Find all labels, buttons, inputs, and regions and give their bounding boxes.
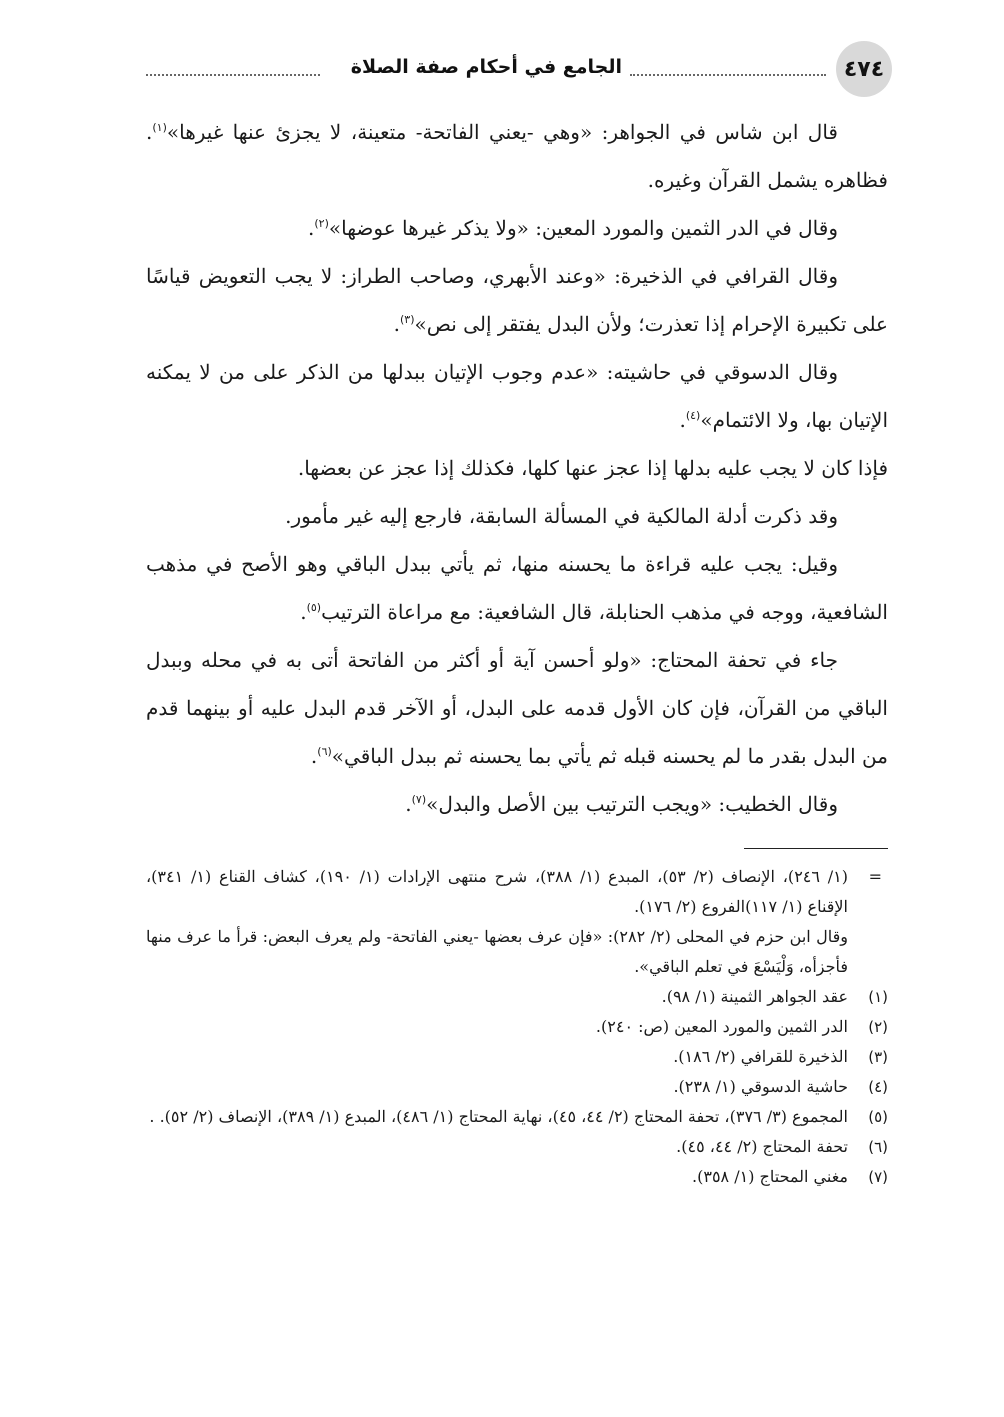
paragraph: وقال الخطيب: «ويجب الترتيب بين الأصل والبدل»$^{(٧)}$. <box>405 792 838 816</box>
footnote <box>146 982 888 1012</box>
page-number: ٤٧٤ <box>836 41 892 97</box>
footnotes <box>146 862 888 1192</box>
footnote-ref: (١) <box>152 121 167 134</box>
continuation-mark: = <box>868 867 882 886</box>
footnote <box>146 1102 888 1132</box>
footnote-ref: (٧) <box>411 793 427 806</box>
book-title: الجامع في أحكام صفة الصلاة <box>350 56 622 78</box>
footnote-text: مغني المحتاج (١/ ٣٥٨). <box>692 1167 848 1186</box>
footnote <box>146 1162 888 1192</box>
paragraph: فإذا كان لا يجب عليه بدلها إذا عجز عنها كلها، فكذلك إذا عجز عن بعضها. <box>297 456 888 480</box>
footnote-continuation: وقال ابن حزم في المحلى (٢/ ٢٨٢): «فإن عرف بعضها -يعني الفاتحة- ولم يعرف البعض: قرأ ما عرف منها فأجزأه، وَلْيَسْعَ في تعلم الباقي». <box>146 927 849 976</box>
paragraph: وقال القرافي في الذخيرة: «وعند الأبهري، وصاحب الطراز: لا يجب التعويض قياسًا على تكبيرة الإحرام إذا تعذرت؛ ولأن البدل يفتقر إلى نص»$^{(٣)}$. <box>146 264 888 336</box>
paragraph: جاء في تحفة المحتاج: «ولو أحسن آية أو أكثر من الفاتحة أتى به في محله وببدل الباقي من القرآن، فإن كان الأول قدمه على البدل، أو الآخر قدم البدل عليه أو بينهما قدم من البدل بقدر ما لم يحسنه قبله ثم يأتي بما يحسنه ثم ببدل الباقي»$^{(٦)}$. <box>146 648 888 768</box>
paragraph: وقال في الدر الثمين والمورد المعين: «ولا يذكر غيرها عوضها»$^{(٢)}$. <box>308 216 838 240</box>
footnote-ref: (٣) <box>400 313 415 326</box>
footnote <box>146 1132 888 1162</box>
footnote-text: المجموع (٣/ ٣٧٦)، تحفة المحتاج (٢/ ٤٤، ٤٥)، نهاية المحتاج (١/ ٤٨٦)، المبدع (١/ ٣٨٩)، الإنصاف (٢/ ٥٢). . <box>149 1107 848 1126</box>
paragraph: وقال الدسوقي في حاشيته: «عدم وجوب الإتيان ببدلها من الذكر على من لا يمكنه الإتيان بها، ولا الائتمام»$^{(٤)}$. <box>146 360 888 432</box>
footnote-number: (٦) <box>868 1138 888 1156</box>
footnote-ref: (٥) <box>306 601 322 614</box>
footnote-number: (٤) <box>868 1078 888 1096</box>
footnote-ref: (٤) <box>685 409 701 422</box>
footnote-number: (١) <box>868 988 888 1006</box>
footnote-text: الذخيرة للقرافي (٢/ ١٨٦). <box>673 1047 848 1066</box>
footnote-number: (٣) <box>868 1048 888 1066</box>
footnote <box>146 1072 888 1102</box>
footnote <box>146 1012 888 1042</box>
header-dotted-rule-right <box>630 74 826 76</box>
footnote-continuation: = (١/ ٢٤٦)، الإنصاف (٢/ ٥٣)، المبدع (١/ ٣٨٨)، شرح منتهى الإرادات (١/ ١٩٠)، كشاف القناع (١/ ٣٤١)، الإقناع (١/ ١١٧)الفروع (٢/ ١٧٦). <box>146 862 888 922</box>
main-text <box>146 108 888 828</box>
footnote-separator <box>744 848 888 849</box>
paragraph: وقيل: يجب عليه قراءة ما يحسنه منها، ثم يأتي ببدل الباقي وهو الأصح في مذهب الشافعية، ووجه في مذهب الحنابلة، قال الشافعية: مع مراعاة الترتيب$^{(٥)}$. <box>146 552 888 624</box>
footnote-text: تحفة المحتاج (٢/ ٤٤، ٤٥). <box>676 1137 848 1156</box>
footnote-number: (٢) <box>868 1018 888 1036</box>
footnote-text: عقد الجواهر الثمينة (١/ ٩٨). <box>661 987 848 1006</box>
header-dotted-rule-left <box>146 74 320 76</box>
footnote-ref: (٢) <box>314 217 329 230</box>
footnote-number: (٧) <box>868 1168 888 1186</box>
footnote-text: حاشية الدسوقي (١/ ٢٣٨). <box>673 1077 848 1096</box>
footnote-ref: (٦) <box>317 745 332 758</box>
paragraph: وقد ذكرت أدلة المالكية في المسألة السابقة، فارجع إليه غير مأمور. <box>285 504 838 528</box>
page-header <box>146 40 892 104</box>
footnote <box>146 1042 888 1072</box>
footnote-text: الدر الثمين والمورد المعين (ص: ٢٤٠). <box>595 1017 848 1036</box>
paragraph: قال ابن شاس في الجواهر: «وهي -يعني الفاتحة- متعينة، لا يجزئ عنها غيرها»$^{(١)}$. فظاهره يشمل القرآن وغيره. <box>146 120 888 192</box>
footnote-number: (٥) <box>868 1108 888 1126</box>
